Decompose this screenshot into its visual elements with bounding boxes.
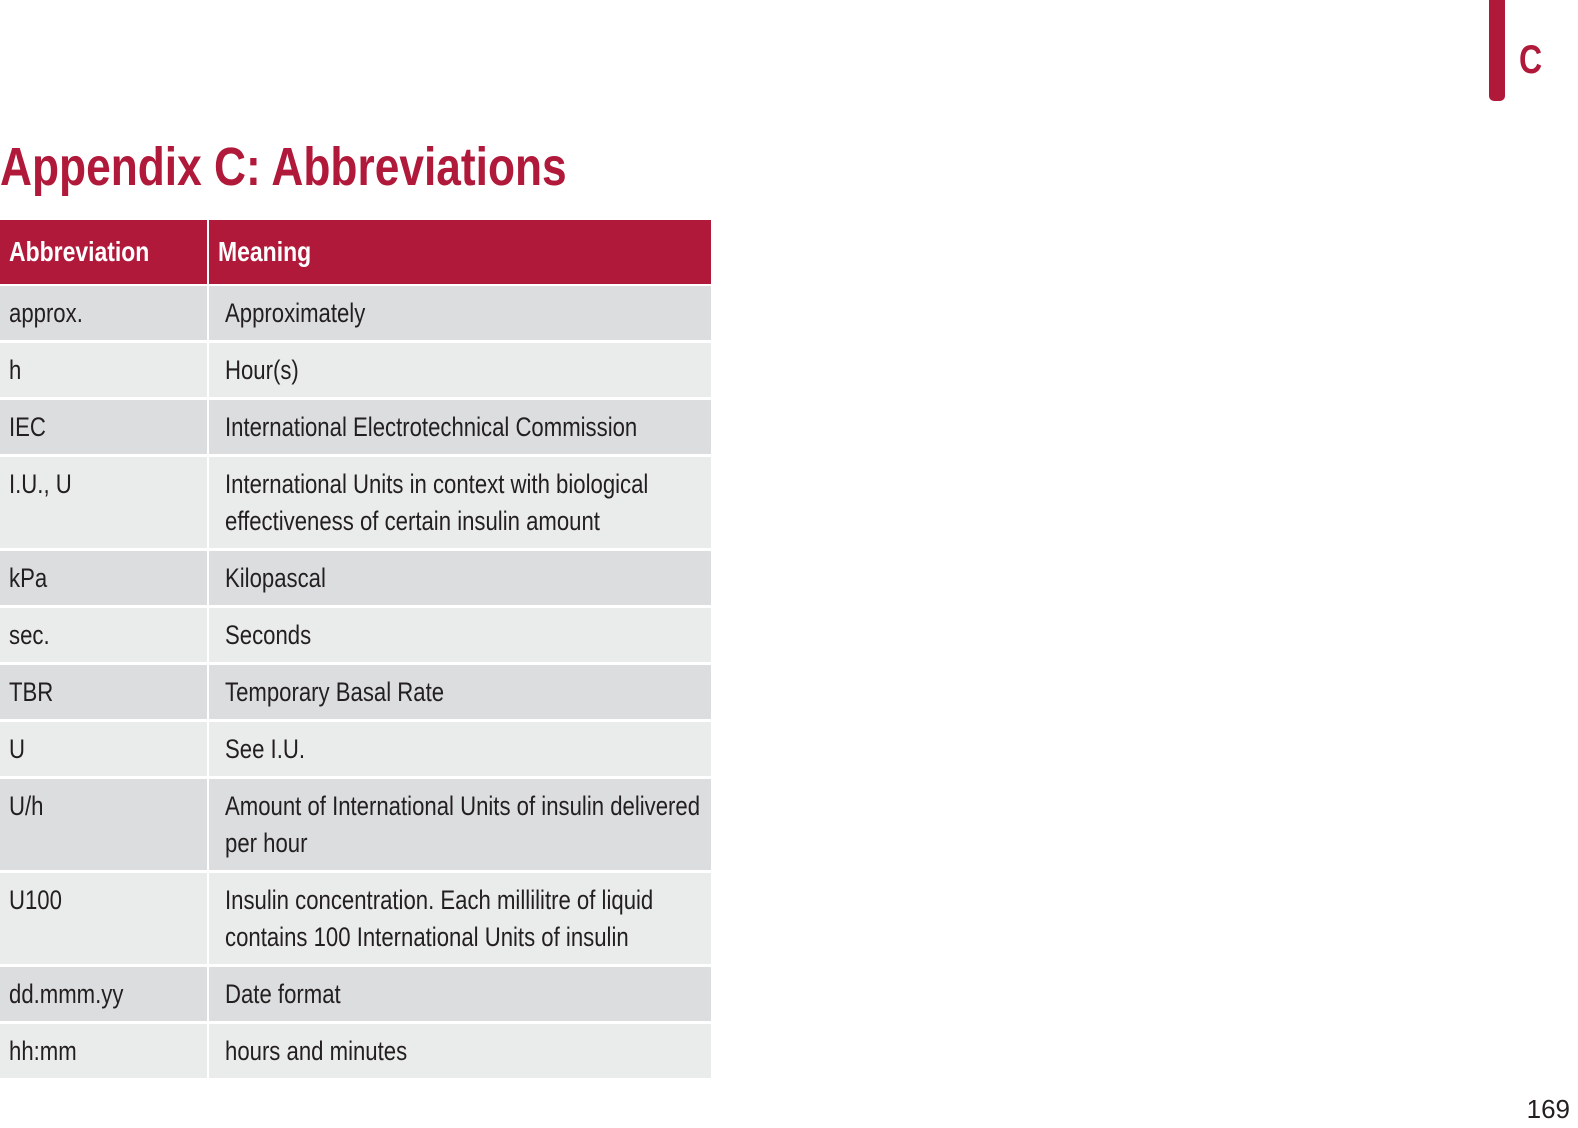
meaning-cell: Kilopascal xyxy=(208,550,711,607)
table-row xyxy=(0,342,711,399)
table-row xyxy=(0,664,711,721)
abbreviation-cell: kPa xyxy=(0,550,208,607)
abbreviations-table xyxy=(0,220,711,1081)
abbreviation-cell: U/h xyxy=(0,778,208,872)
table-row xyxy=(0,399,711,456)
meaning-cell: Temporary Basal Rate xyxy=(208,664,711,721)
chapter-letter: C xyxy=(1519,38,1543,82)
abbreviation-cell: approx. xyxy=(0,285,208,342)
abbreviation-cell: sec. xyxy=(0,607,208,664)
abbreviation-cell: dd.mmm.yy xyxy=(0,966,208,1023)
table-row xyxy=(0,550,711,607)
meaning-cell: hours and minutes xyxy=(208,1023,711,1080)
page-title: Appendix C: Abbreviations xyxy=(0,137,567,197)
abbreviation-cell: U xyxy=(0,721,208,778)
table-row xyxy=(0,721,711,778)
meaning-cell: Hour(s) xyxy=(208,342,711,399)
abbreviation-cell: h xyxy=(0,342,208,399)
table-row xyxy=(0,872,711,966)
page-number: 169 xyxy=(1526,1094,1570,1124)
table-row xyxy=(0,778,711,872)
abbreviation-cell: U100 xyxy=(0,872,208,966)
table-header-row xyxy=(0,220,711,285)
chapter-tab xyxy=(1489,0,1505,101)
meaning-cell: Seconds xyxy=(208,607,711,664)
meaning-cell: International Electrotechnical Commission xyxy=(208,399,711,456)
header-abbreviation: Abbreviation xyxy=(0,220,208,285)
meaning-cell: Approximately xyxy=(208,285,711,342)
table-row xyxy=(0,456,711,550)
meaning-cell: Amount of International Units of insulin delivered per hour xyxy=(208,778,711,872)
meaning-cell: Insulin concentration. Each millilitre of liquid contains 100 International Units of insulin xyxy=(208,872,711,966)
abbreviation-cell: hh:mm xyxy=(0,1023,208,1080)
abbreviation-cell: I.U., U xyxy=(0,456,208,550)
abbreviation-cell: TBR xyxy=(0,664,208,721)
meaning-cell: International Units in context with biological effectiveness of certain insulin amount xyxy=(208,456,711,550)
meaning-cell: See I.U. xyxy=(208,721,711,778)
table-row xyxy=(0,966,711,1023)
header-meaning: Meaning xyxy=(208,220,711,285)
table-row xyxy=(0,607,711,664)
table-row xyxy=(0,1023,711,1080)
table-row xyxy=(0,285,711,342)
abbreviation-cell: IEC xyxy=(0,399,208,456)
meaning-cell: Date format xyxy=(208,966,711,1023)
